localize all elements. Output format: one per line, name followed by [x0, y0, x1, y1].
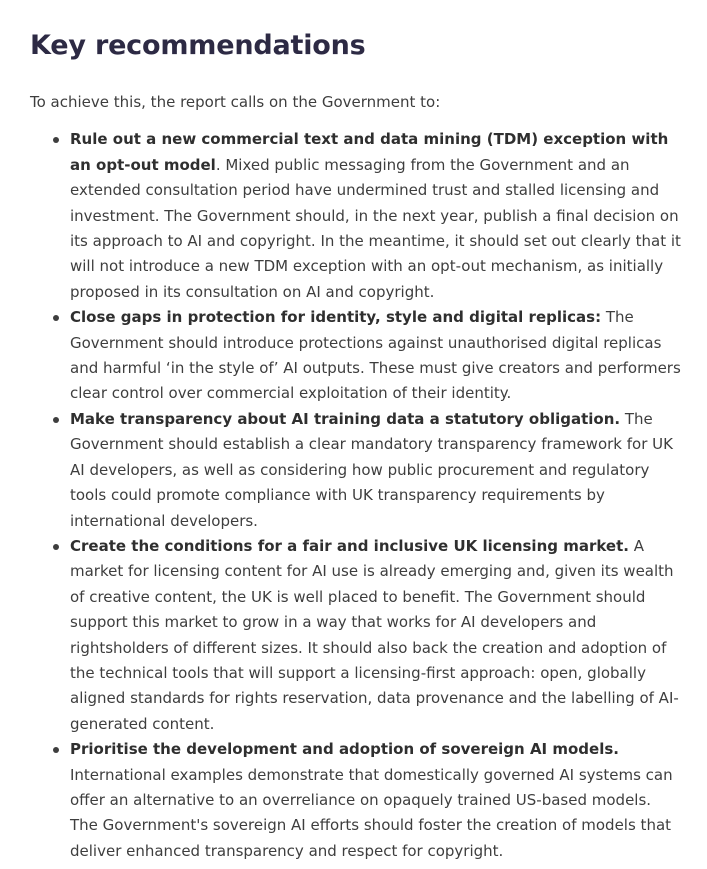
- bullet-icon: [53, 747, 59, 753]
- bullet-icon: [53, 544, 59, 550]
- list-item: [70, 534, 683, 737]
- list-item: [70, 407, 683, 534]
- recommendation-heading: Close gaps in protection for identity, style and digital replicas:: [70, 308, 602, 327]
- recommendation-body: The Government should establish a clear mandatory transparency framework for UK AI developers, as well as considering how public procurement and regulatory tools could promote compliance with UK transparency requirements by international developers.: [70, 409, 673, 530]
- section-title: Key recommendations: [30, 30, 366, 61]
- intro-paragraph: To achieve this, the report calls on the Government to:: [30, 93, 441, 111]
- bullet-icon: [53, 137, 59, 143]
- recommendations-list: [30, 127, 683, 864]
- list-item: [70, 127, 683, 305]
- recommendation-heading: Rule out a new commercial text and data mining (TDM) exception with an opt-out model: [70, 130, 669, 174]
- list-item: [70, 737, 683, 864]
- recommendation-heading: Create the conditions for a fair and inclusive UK licensing market.: [70, 536, 629, 555]
- recommendation-heading: Prioritise the development and adoption of sovereign AI models.: [70, 740, 619, 759]
- bullet-icon: [53, 315, 59, 321]
- list-item: [70, 305, 683, 407]
- recommendation-body: The Government should introduce protections against unauthorised digital replicas and harmful ‘in the style of’ AI outputs. These must give creators and performers clear control over commercial exploitation of their identity.: [70, 308, 681, 403]
- recommendation-body: International examples demonstrate that domestically governed AI systems can offer an alternative to an overreliance on opaquely trained US-based models. The Government's sovereign AI efforts should foster the creation of models that deliver enhanced transparency and respect for copyright.: [70, 765, 673, 860]
- recommendation-body: A market for licensing content for AI use is already emerging and, given its wealth of creative content, the UK is well placed to benefit. The Government should support this market to grow in a way that works for AI developers and rightsholders of different sizes. It should also back the creation and adoption of the technical tools that will support a licensing-first approach: open, globally aligned standards for rights reservation, data provenance and the labelling of AI-generated content.: [70, 536, 679, 733]
- recommendation-body: . Mixed public messaging from the Government and an extended consultation period have undermined trust and stalled licensing and investment. The Government should, in the next year, publish a final decision on its approach to AI and copyright. In the meantime, it should set out clearly that it will not introduce a new TDM exception with an opt-out mechanism, as initially proposed in its consultation on AI and copyright.: [70, 155, 681, 301]
- bullet-icon: [53, 417, 59, 423]
- recommendation-heading: Make transparency about AI training data a statutory obligation.: [70, 409, 621, 428]
